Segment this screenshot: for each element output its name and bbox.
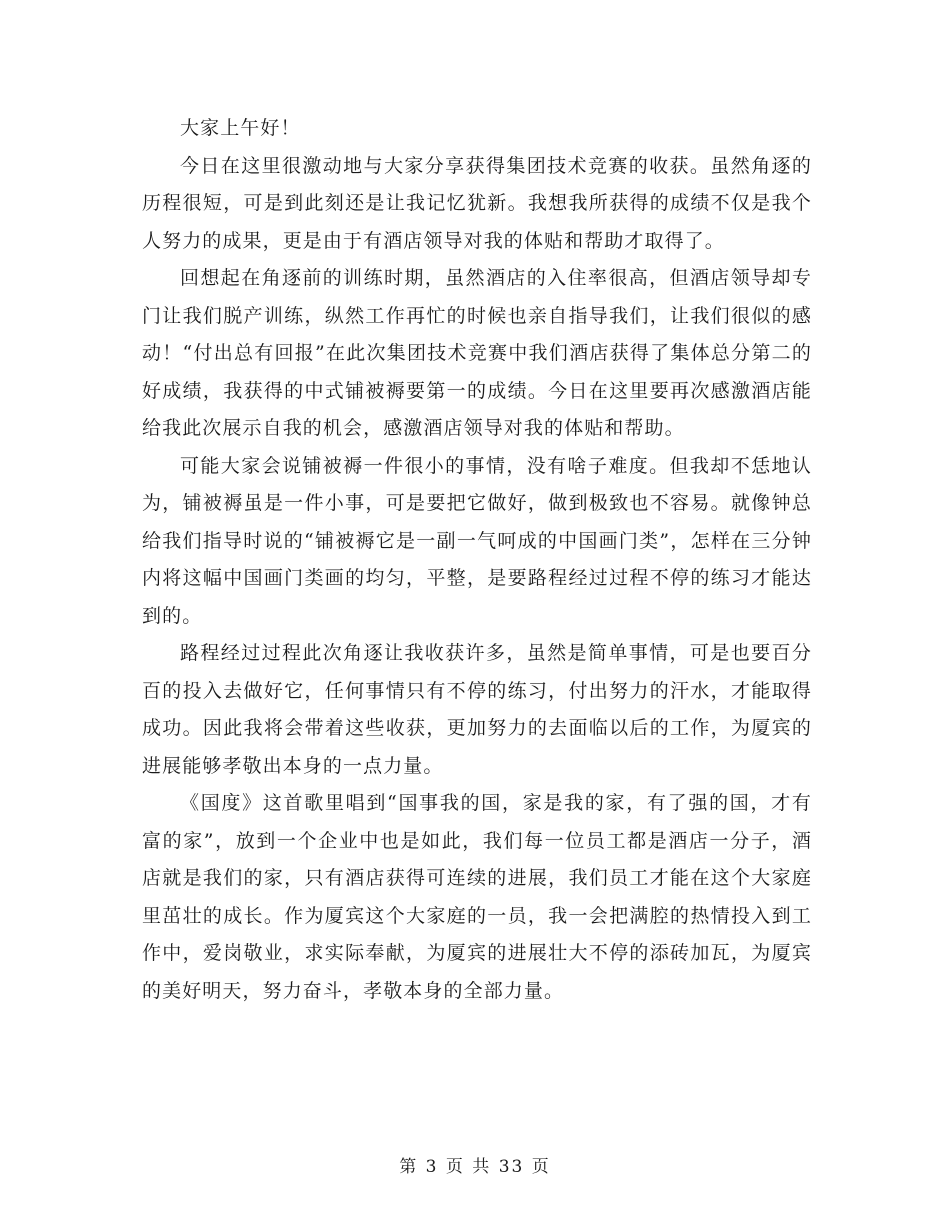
body-paragraph: 《国度》这首歌里唱到“国事我的国，家是我的家，有了强的国，才有富的家”，放到一个企业中也是如此，我们每一位员工都是酒店一分子，酒店就是我们的家，只有酒店获得可连续的进展，我们员工才能在这个大家庭里茁壮的成长。作为厦宾这个大家庭的一员，我一会把满腔的热情投入到工作中，爱岗敬业，求实际奉献，为厦宾的进展壮大不停的添砖加瓦，为厦宾的美好明天，努力奋斗，孝敬本身的全部力量。 [142,792,812,1002]
body-paragraph: 今日在这里很激动地与大家分享获得集团技术竞赛的收获。虽然角逐的历程很短，可是到此刻还是让我记忆犹新。我想我所获得的成绩不仅是我个人努力的成果，更是由于有酒店领导对我的体贴和帮助才取得了。 [142,154,812,252]
page-number-footer: 第 3 页 共 33 页 [399,1157,551,1177]
body-paragraph: 路程经过过程此次角逐让我收获许多，虽然是简单事情，可是也要百分百的投入去做好它，任何事情只有不停的练习，付出努力的汗水，才能取得成功。因此我将会带着这些收获，更加努力的去面临以后的工作，为厦宾的进展能够孝敬出本身的一点力量。 [142,642,812,777]
greeting-paragraph: 大家上午好！ [180,117,301,139]
document-body [142,110,812,1010]
body-paragraph: 可能大家会说铺被褥一件很小的事情，没有啥子难度。但我却不恁地认为，铺被褥虽是一件小事，可是要把它做好，做到极致也不容易。就像钟总给我们指导时说的“铺被褥它是一副一气呵成的中国画门类”，怎样在三分钟内将这幅中国画门类画的均匀，平整，是要路程经过过程不停的练习才能达到的。 [142,454,812,627]
body-paragraph: 回想起在角逐前的训练时期，虽然酒店的入住率很高，但酒店领导却专门让我们脱产训练，纵然工作再忙的时候也亲自指导我们，让我们很似的感动！“付出总有回报”在此次集团技术竞赛中我们酒店获得了集体总分第二的好成绩，我获得的中式铺被褥要第一的成绩。今日在这里要再次感激酒店能给我此次展示自我的机会，感激酒店领导对我的体贴和帮助。 [142,267,812,439]
